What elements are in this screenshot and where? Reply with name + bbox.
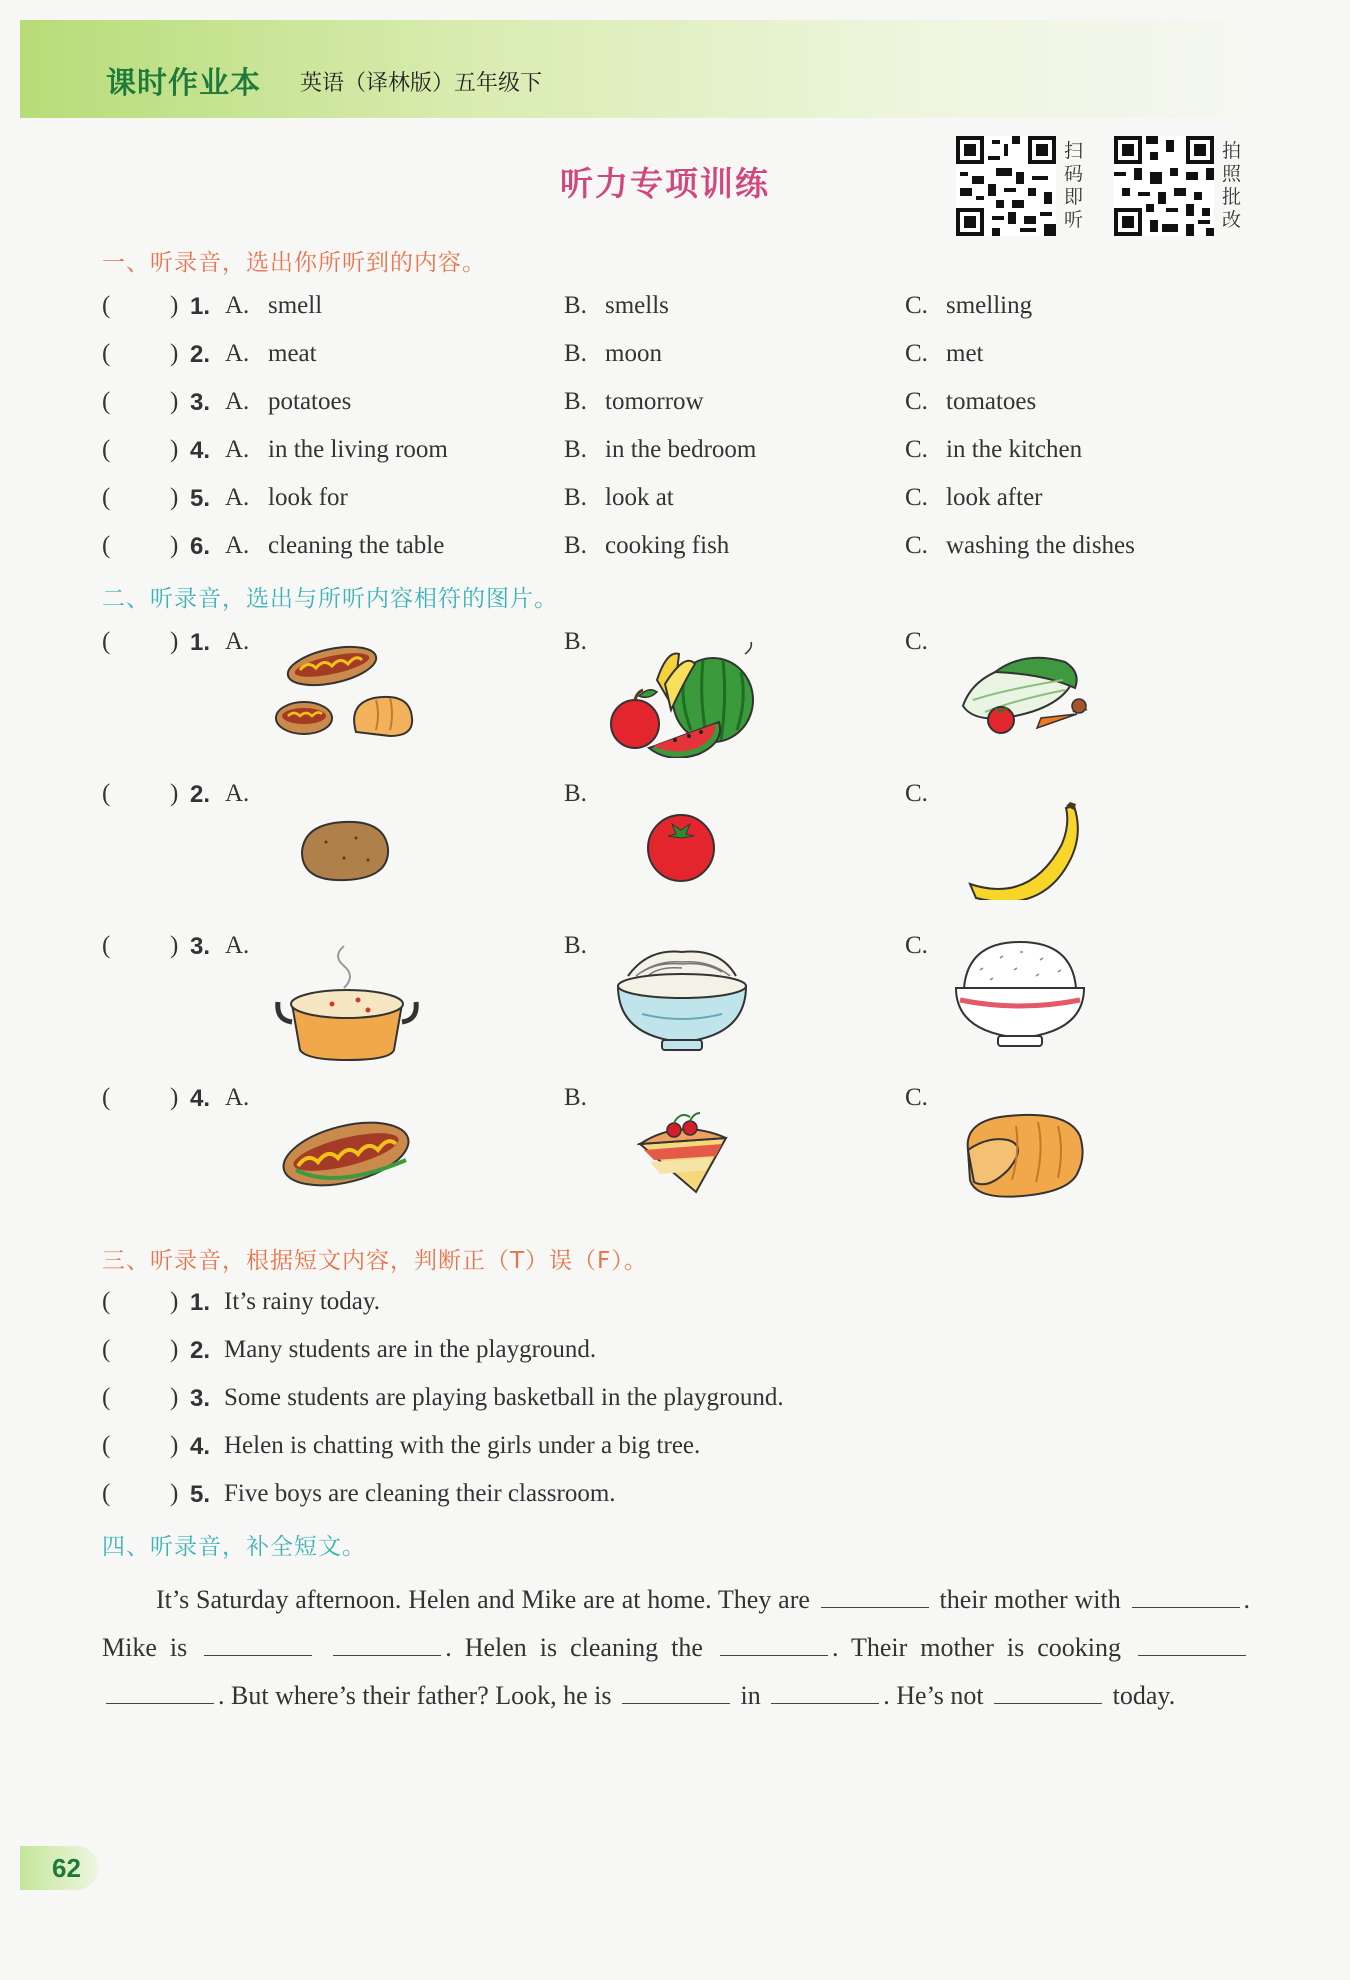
answer-paren-open[interactable]: ( [102, 1288, 111, 1315]
hotdog-picture[interactable] [276, 1110, 416, 1196]
answer-paren-open[interactable]: ( [102, 1384, 111, 1411]
option-letter-b: B. [564, 340, 587, 367]
answer-paren-open[interactable]: ( [102, 780, 111, 807]
answer-paren-close: ) [170, 388, 179, 415]
question-number: 2. [190, 341, 211, 368]
answer-paren-open[interactable]: ( [102, 388, 111, 415]
option-c: smelling [946, 292, 1033, 319]
option-b: moon [605, 340, 662, 367]
blank-7[interactable] [106, 1681, 214, 1704]
brand-title: 课时作业本 [106, 66, 261, 101]
option-letter-b: B. [564, 484, 587, 511]
qr-caption-char: 照 [1222, 163, 1242, 185]
option-letter-b: B. [564, 532, 587, 559]
option-a: in the living room [268, 436, 448, 463]
judgement-row [0, 1336, 1350, 1376]
answer-paren-open[interactable]: ( [102, 292, 111, 319]
answer-paren-open[interactable]: ( [102, 532, 111, 559]
option-letter-a: A. [225, 436, 250, 463]
question-number: 5. [190, 485, 211, 512]
passage-text: . Their mother is cooking [831, 1633, 1122, 1662]
option-b: smells [605, 292, 669, 319]
blank-1[interactable] [821, 1585, 929, 1608]
hotdogs-and-bread-picture[interactable] [272, 636, 427, 746]
answer-paren-close: ) [170, 1288, 179, 1315]
section1-title: 一、听录音，选出你所听到的内容。 [102, 250, 486, 276]
passage-text: It’s Saturday afternoon. Helen and Mike are at home. They are [156, 1585, 810, 1614]
judgement-row [0, 1384, 1350, 1424]
answer-paren-close: ) [170, 1384, 179, 1411]
qr-caption-char: 码 [1064, 163, 1084, 185]
cake-picture[interactable] [636, 1110, 732, 1196]
answer-paren-close: ) [170, 780, 179, 807]
answer-paren-close: ) [170, 628, 179, 655]
option-letter-a: A. [225, 388, 250, 415]
passage-text: today. [1112, 1681, 1176, 1710]
passage-text: in [740, 1681, 761, 1710]
question-number: 3. [190, 1385, 211, 1412]
option-letter-a: A. [225, 340, 250, 367]
answer-paren-close: ) [170, 1432, 179, 1459]
question-number: 5. [190, 1481, 211, 1508]
option-letter-a: A. [225, 932, 250, 959]
option-letter-b: B. [564, 388, 587, 415]
qr-caption-char: 改 [1222, 209, 1242, 231]
qr-caption-char: 扫 [1064, 140, 1084, 162]
question-row [0, 436, 1350, 476]
option-letter-a: A. [225, 780, 250, 807]
question-number: 3. [190, 933, 211, 960]
question-row [0, 484, 1350, 524]
answer-paren-open[interactable]: ( [102, 484, 111, 511]
option-a: meat [268, 340, 317, 367]
option-b: tomorrow [605, 388, 704, 415]
section2-title: 二、听录音，选出与所听内容相符的图片。 [102, 586, 558, 612]
question-number: 1. [190, 1289, 211, 1316]
option-letter-a: A. [225, 628, 250, 655]
option-letter-c: C. [905, 932, 928, 959]
option-letter-c: C. [905, 388, 928, 415]
option-c: look after [946, 484, 1043, 511]
question-row [0, 340, 1350, 380]
answer-paren-open[interactable]: ( [102, 340, 111, 367]
blank-5[interactable] [720, 1633, 828, 1656]
section4-title: 四、听录音，补全短文。 [102, 1534, 366, 1560]
qr-caption-listen [1064, 140, 1086, 232]
section3-title: 三、听录音，根据短文内容，判断正（T）误（F）。 [102, 1248, 648, 1274]
qr-code-listen[interactable] [956, 136, 1056, 236]
statement-text: Helen is chatting with the girls under a big tree. [224, 1432, 701, 1459]
answer-paren-close: ) [170, 532, 179, 559]
option-c: met [946, 340, 984, 367]
option-letter-c: C. [905, 1084, 928, 1111]
judgement-row [0, 1432, 1350, 1472]
option-letter-b: B. [564, 780, 587, 807]
option-letter-b: B. [564, 628, 587, 655]
qr-caption-char: 拍 [1222, 140, 1242, 162]
answer-paren-close: ) [170, 340, 179, 367]
passage-text: . Helen is cleaning the [445, 1633, 703, 1662]
option-b: in the bedroom [605, 436, 757, 463]
qr-caption-grade [1222, 140, 1244, 232]
potato-picture[interactable] [296, 818, 392, 884]
passage-text: their mother with [939, 1585, 1121, 1614]
option-a: potatoes [268, 388, 352, 415]
question-number: 4. [190, 1433, 211, 1460]
page-number: 62 [52, 1853, 81, 1883]
answer-paren-close: ) [170, 932, 179, 959]
answer-paren-close: ) [170, 1336, 179, 1363]
answer-paren-open[interactable]: ( [102, 1084, 111, 1111]
blank-9[interactable] [771, 1681, 879, 1704]
answer-paren-open[interactable]: ( [102, 1480, 111, 1507]
judgement-row [0, 1480, 1350, 1520]
answer-paren-close: ) [170, 292, 179, 319]
judgement-row [0, 1288, 1350, 1328]
option-letter-c: C. [905, 292, 928, 319]
answer-paren-open[interactable]: ( [102, 1336, 111, 1363]
noodles-picture[interactable] [612, 950, 752, 1056]
option-letter-b: B. [564, 1084, 587, 1111]
option-letter-c: C. [905, 484, 928, 511]
qr-caption-char: 听 [1064, 209, 1084, 231]
banana-picture[interactable] [966, 800, 1081, 900]
option-letter-a: A. [225, 532, 250, 559]
blank-4[interactable] [333, 1633, 441, 1656]
option-letter-c: C. [905, 628, 928, 655]
question-row [0, 388, 1350, 428]
option-b: cooking fish [605, 532, 730, 559]
question-number: 4. [190, 437, 211, 464]
vegetables-picture[interactable] [955, 650, 1095, 740]
option-b: look at [605, 484, 674, 511]
fruits-picture[interactable] [605, 640, 765, 758]
option-a: cleaning the table [268, 532, 445, 559]
question-number: 4. [190, 1085, 211, 1112]
answer-paren-open[interactable]: ( [102, 1432, 111, 1459]
question-number: 2. [190, 781, 211, 808]
passage-text: . But where’s their father? Look, he is [218, 1681, 612, 1710]
rice-bowl-picture[interactable] [950, 940, 1090, 1052]
option-c: washing the dishes [946, 532, 1135, 559]
qr-caption-char: 即 [1064, 186, 1084, 208]
option-letter-b: B. [564, 932, 587, 959]
option-letter-c: C. [905, 436, 928, 463]
qr-caption-char: 批 [1222, 186, 1242, 208]
statement-text: It’s rainy today. [224, 1288, 380, 1315]
passage-text: . Mike is [102, 1585, 1251, 1662]
blank-2[interactable] [1132, 1585, 1240, 1608]
blank-6[interactable] [1138, 1633, 1246, 1656]
option-letter-c: C. [905, 780, 928, 807]
answer-paren-open[interactable]: ( [102, 932, 111, 959]
passage-text: . He’s not [883, 1681, 984, 1710]
page-title: 听力专项训练 [560, 164, 770, 203]
option-letter-c: C. [905, 532, 928, 559]
question-number: 1. [190, 629, 211, 656]
option-letter-c: C. [905, 340, 928, 367]
option-letter-a: A. [225, 1084, 250, 1111]
qr-code-grade[interactable] [1114, 136, 1214, 236]
answer-paren-close: ) [170, 484, 179, 511]
option-letter-a: A. [225, 484, 250, 511]
option-letter-b: B. [564, 436, 587, 463]
option-a: smell [268, 292, 323, 319]
answer-paren-open[interactable]: ( [102, 628, 111, 655]
blank-3[interactable] [204, 1633, 312, 1656]
blank-8[interactable] [622, 1681, 730, 1704]
answer-paren-close: ) [170, 1084, 179, 1111]
statement-text: Some students are playing basketball in the playground. [224, 1384, 784, 1411]
statement-text: Many students are in the playground. [224, 1336, 597, 1363]
option-c: in the kitchen [946, 436, 1083, 463]
answer-paren-close: ) [170, 436, 179, 463]
bread-picture[interactable] [960, 1110, 1090, 1200]
question-row [0, 292, 1350, 332]
question-number: 1. [190, 293, 211, 320]
answer-paren-open[interactable]: ( [102, 436, 111, 463]
option-a: look for [268, 484, 348, 511]
option-letter-a: A. [225, 292, 250, 319]
question-row [0, 532, 1350, 572]
soup-pot-picture[interactable] [272, 940, 422, 1064]
blank-10[interactable] [994, 1681, 1102, 1704]
answer-paren-close: ) [170, 1480, 179, 1507]
cloze-passage [102, 1576, 1250, 1720]
question-number: 3. [190, 389, 211, 416]
question-number: 6. [190, 533, 211, 560]
option-c: tomatoes [946, 388, 1037, 415]
tomato-picture[interactable] [640, 808, 722, 882]
subject-title: 英语（译林版）五年级下 [300, 71, 543, 96]
question-number: 2. [190, 1337, 211, 1364]
option-letter-b: B. [564, 292, 587, 319]
statement-text: Five boys are cleaning their classroom. [224, 1480, 616, 1507]
